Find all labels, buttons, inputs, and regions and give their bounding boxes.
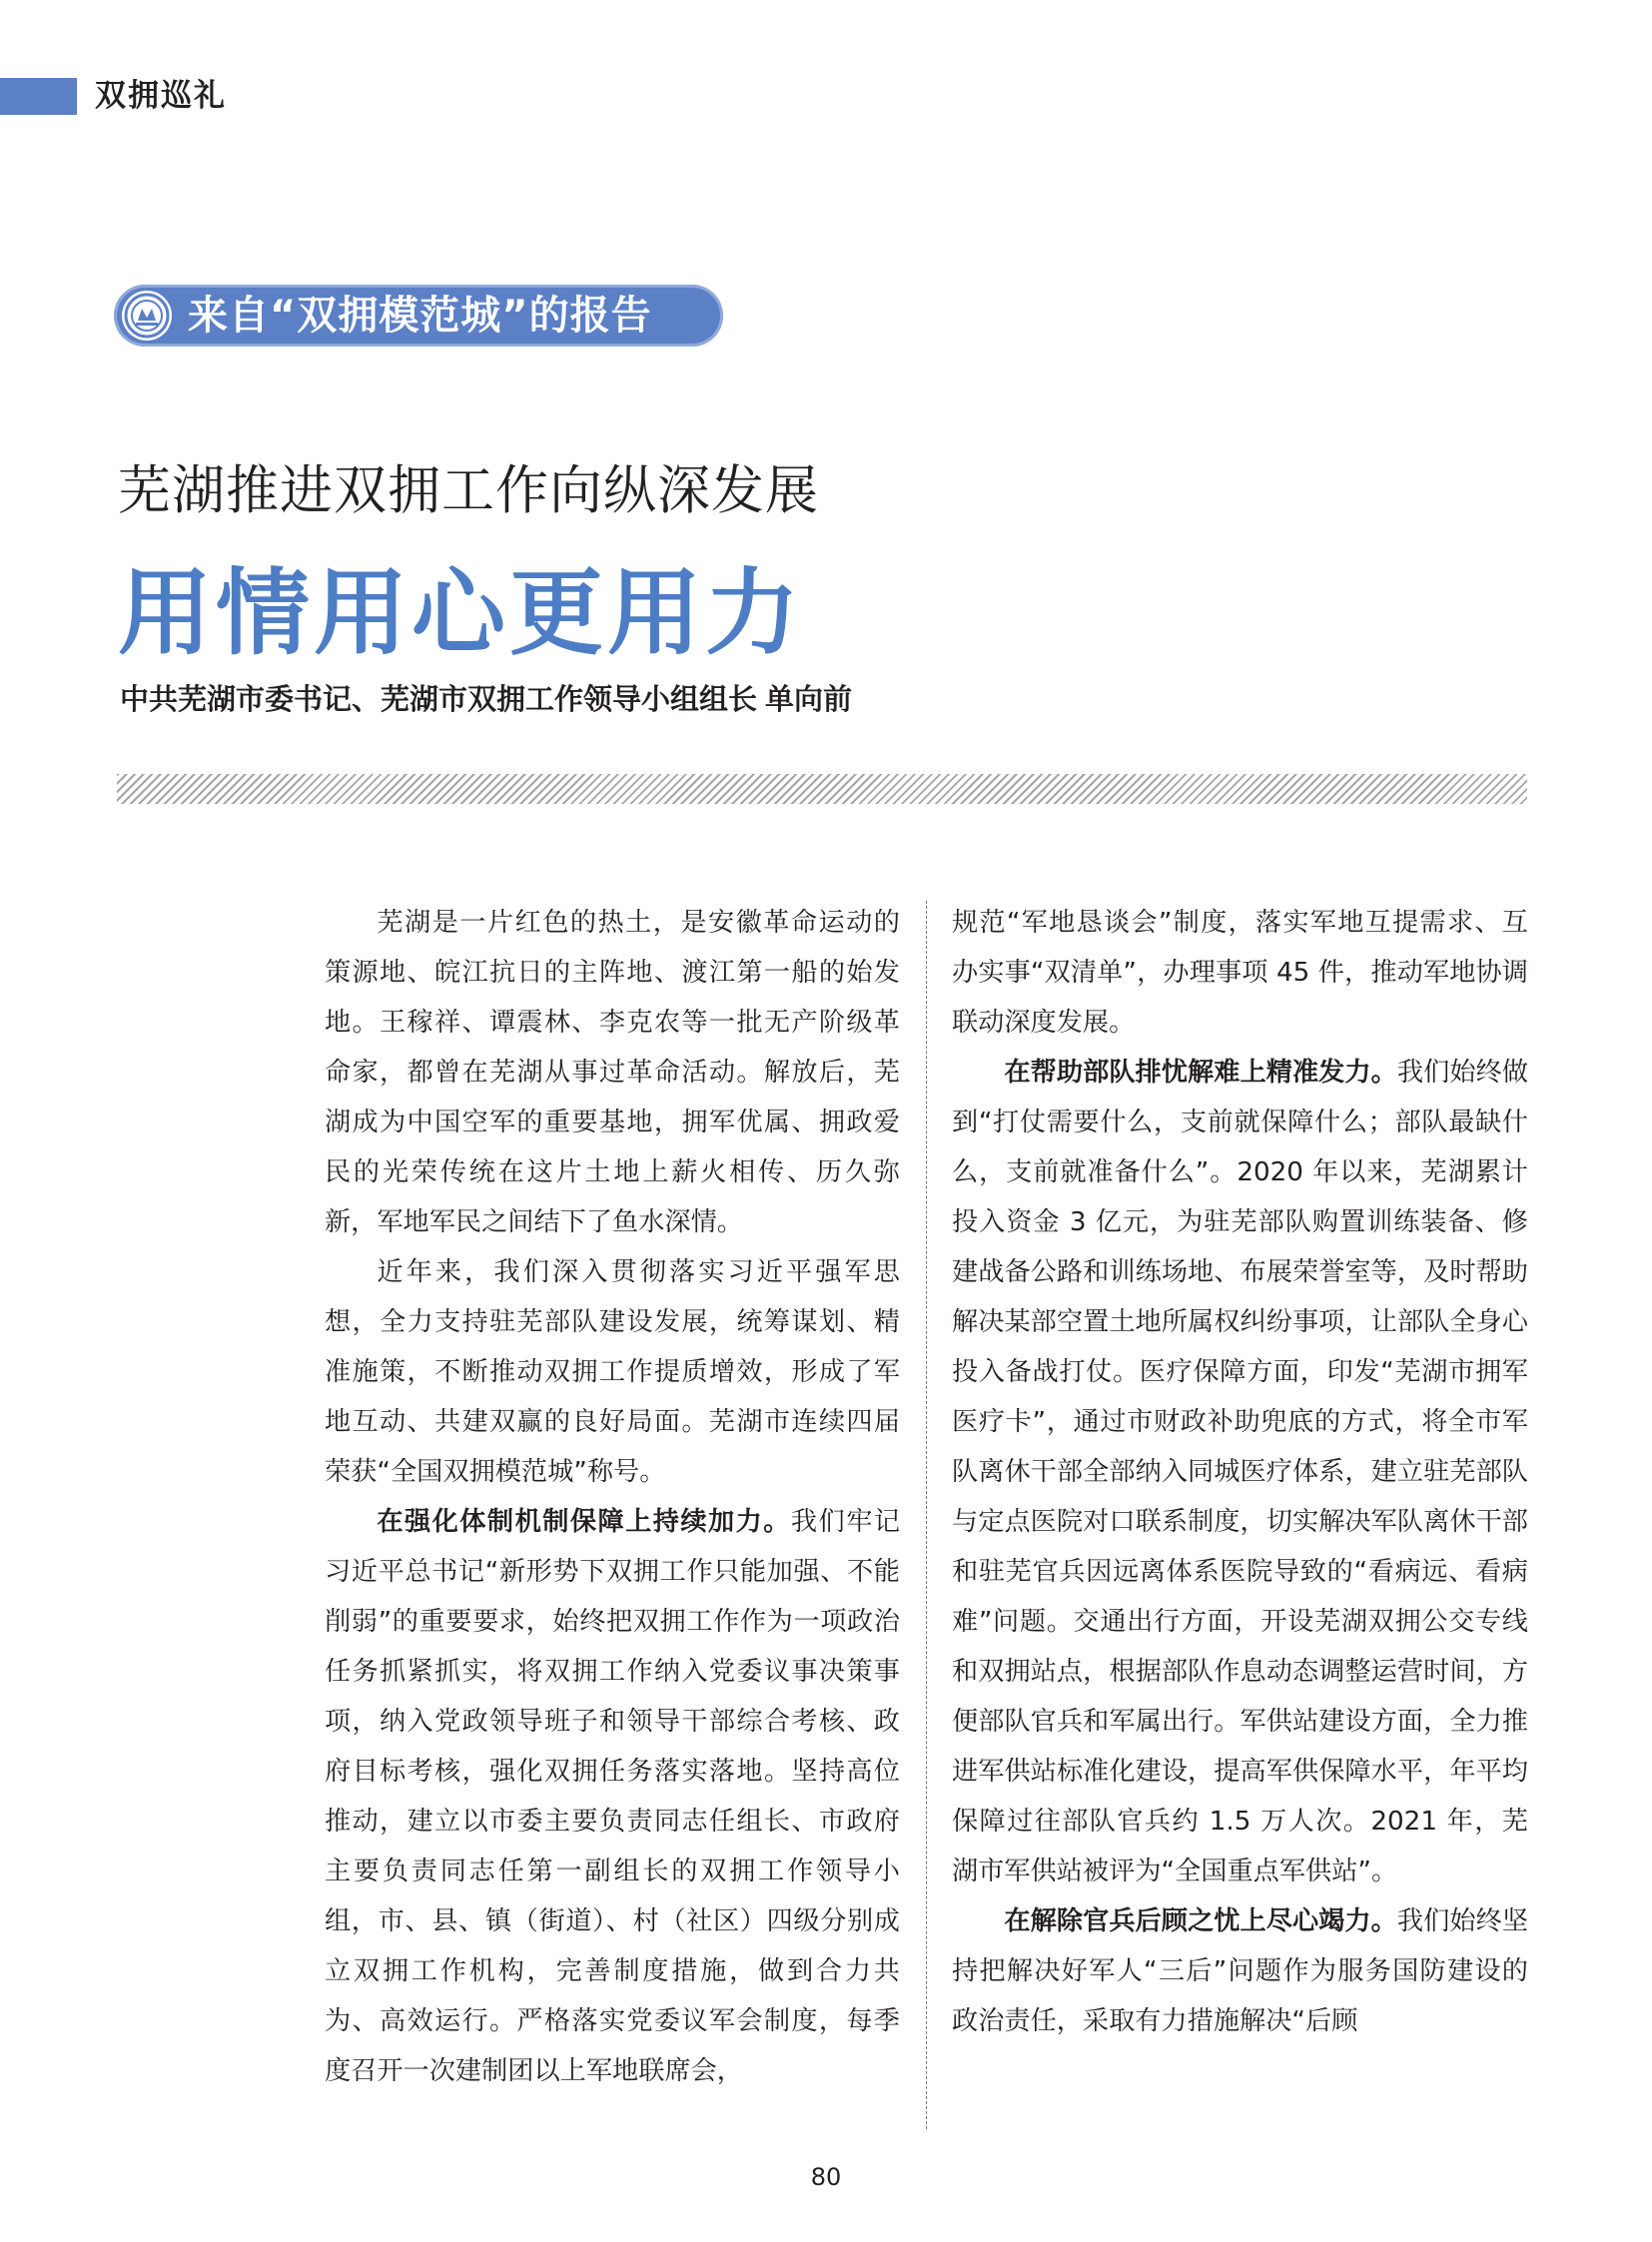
column-banner-text: 来自“双拥模范城”的报告 bbox=[188, 293, 652, 339]
page-number: 80 bbox=[810, 2163, 842, 2191]
paragraph-text: 我们始终做到“打仗需要什么，支前就保障什么；部队最缺什么，支前就准备什么”。2020 年以来，芜湖累计投入资金 3 亿元，为驻芜部队购置训练装备、修建战备公路和训练场地、布展荣誉室等，及时帮助解决某部空置土地所属权纠纷事项，让部队全身心投入备战打仗。医疗保障方面，印发“芜湖市拥军医疗卡”，通过市财政补助兜底的方式，将全市军队离休干部全部纳入同城医疗体系，建立驻芜部队与定点医院对口联系制度，切实解决军队离休干部和驻芜官兵因远离体系医院导致的“看病远、看病难”问题。交通出行方面，开设芜湖双拥公交专线和双拥站点，根据部队作息动态调整运营时间，方便部队官兵和军属出行。军供站建设方面，全力推进军供站标准化建设，提高军供保障水平，年平均保障过往部队官兵约 1.5 万人次。2021 年，芜湖市军供站被评为“全国重点军供站”。 bbox=[952, 1058, 1529, 1886]
paragraph-text: 我们始终坚持把解决好军人“三后”问题作为服务国防建设的政治责任，采取有力措施解决“后顾 bbox=[952, 1906, 1529, 2036]
paragraph-text: 我们牢记习近平总书记“新形势下双拥工作只能加强、不能削弱”的重要要求，始终把双拥工作作为一项政治任务抓紧抓实，将双拥工作纳入党委议事决策事项，纳入党政领导班子和领导干部综合考核、政府目标考核，强化双拥任务落实落地。坚持高位推动，建立以市委主要负责同志任组长、市政府主要负责同志任第一副组长的双拥工作领导小组，市、县、镇（街道）、村（社区）四级分别成立双拥工作机构，完善制度措施，做到合力共为、高效运行。严格落实党委议军会制度，每季度召开一次建制团以上军地联席会， bbox=[325, 1507, 901, 2086]
body-column-left bbox=[325, 898, 900, 2096]
hatched-divider bbox=[117, 774, 1527, 804]
body-paragraph: 规范“军地恳谈会”制度，落实军地互提需求、互办实事“双清单”，办理事项 45 件，推动军地协调联动深度发展。 bbox=[952, 908, 1528, 1038]
body-column-right bbox=[952, 898, 1528, 2046]
article-title: 用情用心更用力 bbox=[118, 559, 804, 668]
paragraph-lead: 在解除官兵后顾之忧上尽心竭力。 bbox=[1004, 1906, 1397, 1936]
column-banner bbox=[114, 285, 723, 347]
body-paragraph: 芜湖是一片红色的热土，是安徽革命运动的策源地、皖江抗日的主阵地、渡江第一船的始发地。王稼祥、谭震林、李克农等一批无产阶级革命家，都曾在芜湖从事过革命活动。解放后，芜湖成为中国空军的重要基地，拥军优属、拥政爱民的光荣传统在这片土地上薪火相传、历久弥新，军地军民之间结下了鱼水深情。 bbox=[325, 908, 900, 1237]
body-paragraph bbox=[325, 1497, 900, 2096]
paragraph-lead: 在强化体制机制保障上持续加力。 bbox=[377, 1507, 791, 1537]
article-subtitle: 芜湖推进双拥工作向纵深发展 bbox=[118, 460, 819, 521]
author-name: 单向前 bbox=[765, 682, 853, 716]
section-color-bar bbox=[0, 78, 77, 115]
body-paragraph bbox=[952, 1048, 1528, 1896]
body-paragraph bbox=[952, 1896, 1528, 2046]
paragraph-lead: 在帮助部队排忧解难上精准发力。 bbox=[1004, 1058, 1397, 1088]
body-paragraph: 近年来，我们深入贯彻落实习近平强军思想，全力支持驻芜部队建设发展，统筹谋划、精准施策，不断推动双拥工作提质增效，形成了军地互动、共建双赢的良好局面。芜湖市连续四届荣获“全国双拥模范城”称号。 bbox=[325, 1257, 900, 1487]
author-role: 中共芜湖市委书记、芜湖市双拥工作领导小组组长 bbox=[120, 682, 758, 716]
emblem-icon bbox=[122, 291, 172, 341]
column-divider bbox=[926, 901, 927, 2129]
section-label: 双拥巡礼 bbox=[95, 78, 227, 114]
author-line bbox=[120, 677, 852, 721]
